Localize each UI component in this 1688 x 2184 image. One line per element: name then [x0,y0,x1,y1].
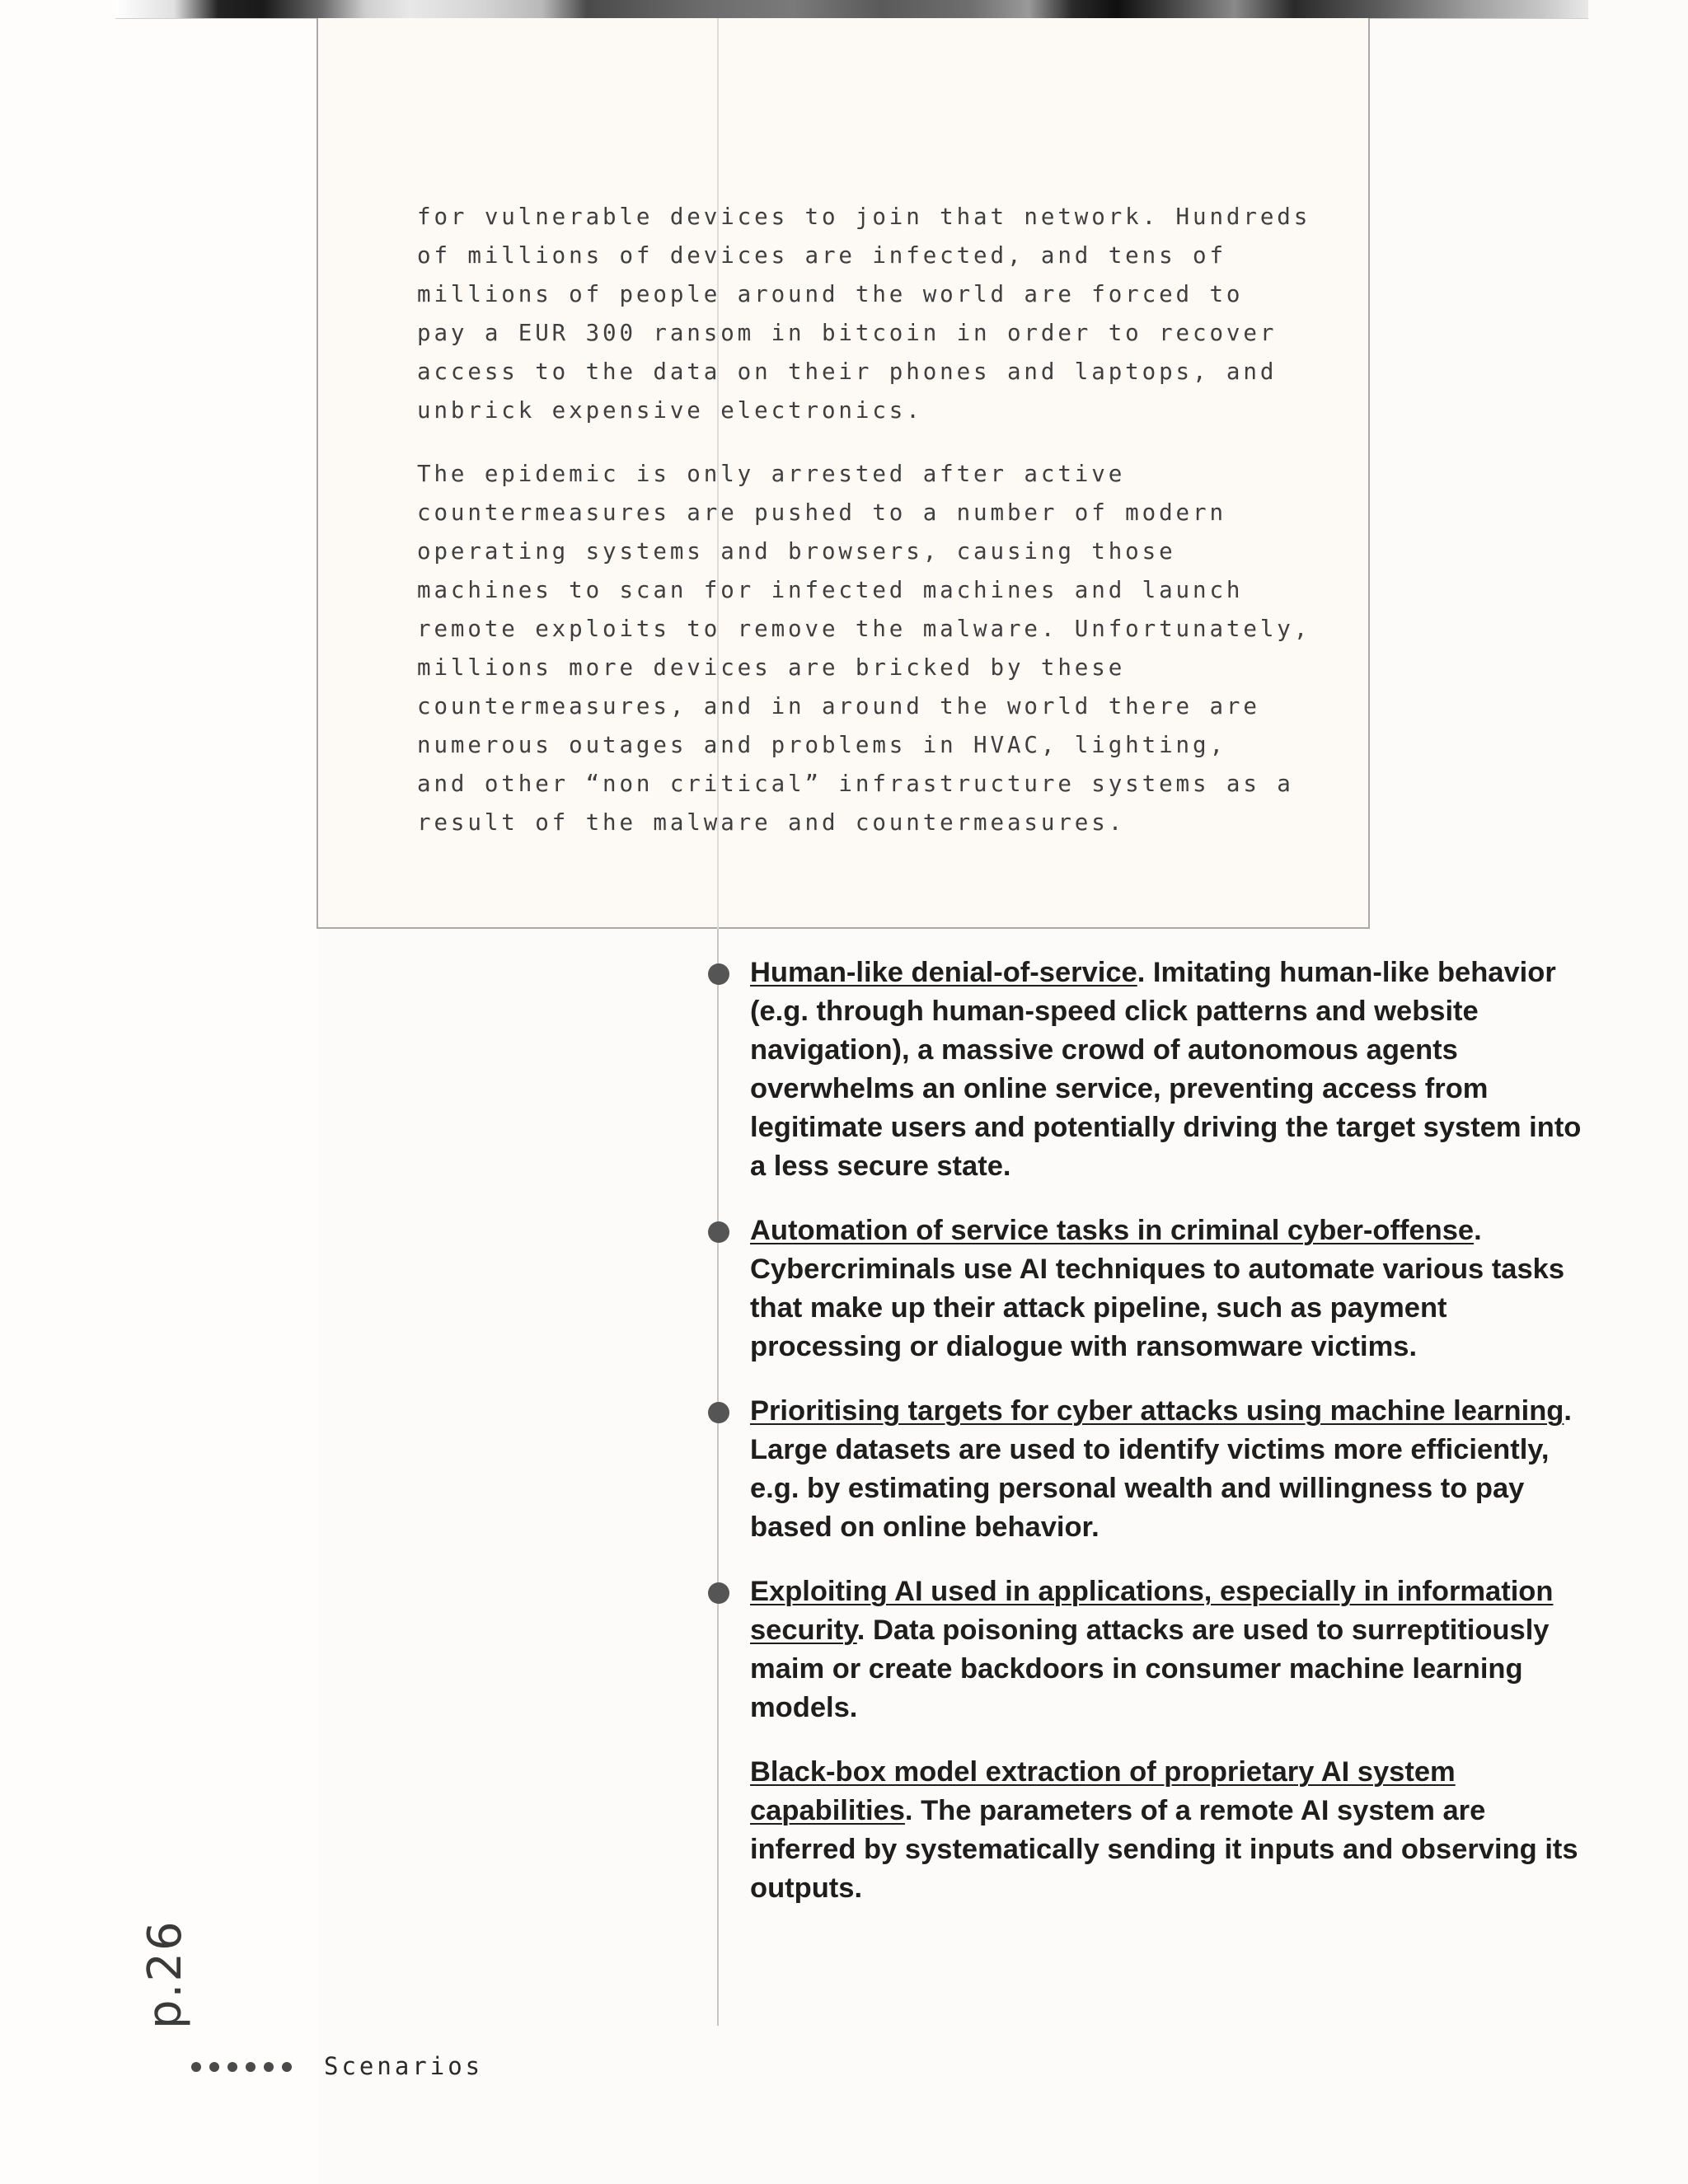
page-number: p.26 [138,1919,192,2029]
left-margin [0,0,317,2184]
scenario-description: Cybercriminals use AI techniques to automate various tasks that make up their attack pipeline, such as payment processing or dialogue with ransomware victims. [750,1254,1565,1362]
scenario-list [750,954,1599,1933]
scenario-title: Prioritising targets for cyber attacks using machine learning [750,1395,1564,1427]
timeline-bullet-icon [708,1582,729,1604]
scenario-title-punct: . [856,1615,865,1646]
header-gradient-band [115,0,1588,18]
scenario-title: Black-box model extraction of proprietary AI system capabilities [750,1756,1456,1826]
scenario-description: The parameters of a remote AI system are inferred by systematically sending it inputs and observing its outputs. [750,1795,1578,1904]
timeline-line-lower [717,929,719,2026]
scenario-title: Exploiting AI used in applications, especially in information security [750,1576,1554,1646]
excerpt-paragraph: for vulnerable devices to join that network. Hundreds of millions of devices are infected, and tens of millions of people around the world are forced to pay a EUR 300 ransom in bitcoin in order to recover access to the data on their phones and laptops, and unbrick expensive electronics. [417,204,1311,424]
scenario-title: Automation of service tasks in criminal cyber-offense [750,1215,1475,1246]
timeline-bullet-icon [708,1402,729,1423]
section-label: Scenarios [324,2052,484,2080]
scenario-item [750,954,1599,1186]
scenario-description: Imitating human-like behavior (e.g. through human-speed click patterns and website navigation), a massive crowd of autonomous agents overwhelms an online service, preventing access from legitimate users and potentially driving the target system into a less secure state. [750,957,1582,1182]
scenario-item [750,1392,1599,1547]
scenario-description: Data poisoning attacks are used to surreptitiously maim or create backdoors in consumer machine learning models. [750,1615,1550,1723]
scenario-title-punct: . [904,1795,913,1826]
section-dots-icon [191,2062,292,2072]
scenario-title-punct: . [1564,1395,1572,1427]
timeline-bullet-icon [708,963,729,985]
excerpt-paragraph: The epidemic is only arrested after active countermeasures are pushed to a number of modern operating systems and browsers, causing those machines to scan for infected machines and launch remote exploits to remove the malware. Unfortunately, millions more devices are bricked by these countermeasures, and in around the world there are numerous outages and problems in HVAC, lighting, and other “non critical” infrastructure systems as a result of the malware and countermeasures. [417,461,1311,836]
scenario-item [750,1753,1599,1908]
scenario-description: Large datasets are used to identify victims more efficiently, e.g. by estimating personal wealth and willingness to pay based on online behavior. [750,1434,1550,1543]
scenario-title-punct: . [1474,1215,1482,1246]
scenario-excerpt-text [417,198,1324,867]
scenario-item [750,1212,1599,1366]
timeline-bullet-icon [708,1221,729,1243]
scenario-item [750,1572,1599,1727]
scenario-title-punct: . [1137,957,1146,988]
scenario-title: Human-like denial-of-service [750,957,1137,988]
